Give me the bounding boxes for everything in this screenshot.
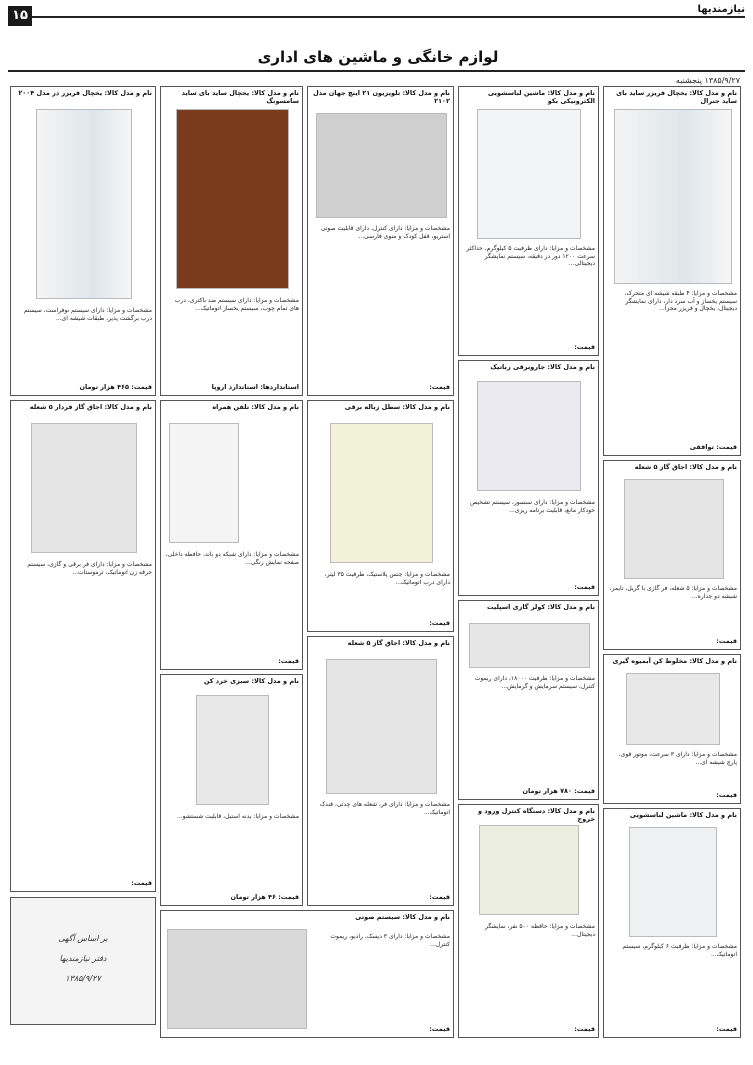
product-price: قیمت: توافقی <box>689 443 737 451</box>
product-caption: نام و مدل کالا: یخچال فریزر ساید بای ساید جنرال <box>616 89 737 105</box>
title-row <box>8 20 745 72</box>
product-image <box>316 113 447 218</box>
product-caption: نام و مدل کالا: کولر گازی اسپلیت <box>486 603 595 611</box>
product-image <box>196 695 269 805</box>
product-description: مشخصات و مزایا: دارای ظرفیت ۵ کیلوگرم، حداکثر سرعت ۱۲۰۰ دور در دقیقه، سیستم نمایشگر دیجیتالی... <box>466 245 595 267</box>
product-image <box>614 109 732 284</box>
product-price: قیمت: ۷۸۰ هزار تومان <box>522 787 595 795</box>
product-image <box>626 673 720 745</box>
product-description: مشخصات و مزایا: بدنه استیل، قابلیت شستشو... <box>176 813 299 820</box>
product-caption: نام و مدل کالا: جاروبرقی رباتیک <box>490 363 595 371</box>
product-caption: نام و مدل کالا: اجاق گاز فردار ۵ شعله <box>29 403 152 411</box>
product-description: مشخصات و مزایا: دارای ۳ دیسک، رادیو، ریموت کنترل... <box>330 933 450 948</box>
product-caption: نام و مدل کالا: یخچال فریزر در مدل ۲۰۰۴ <box>18 89 152 97</box>
product-description: مشخصات و مزایا: دارای فر، شعله های چدنی، فندک اتوماتیک... <box>319 801 450 816</box>
product-description: مشخصات و مزایا: ظرفیت ۶ کیلوگرم، سیستم اتوماتیک... <box>622 943 737 958</box>
product-price: قیمت: <box>716 1025 737 1033</box>
product-image <box>624 479 724 579</box>
product-card <box>458 600 599 800</box>
product-image <box>469 623 590 668</box>
product-image <box>629 827 717 937</box>
product-card <box>603 654 741 804</box>
page-number: ۱۵ <box>8 6 32 26</box>
product-description: مشخصات و مزایا: ظرفیت ۱۸۰۰۰، دارای ریموت کنترل، سیستم سرمایش و گرمایش... <box>474 675 595 690</box>
product-caption: نام و مدل کالا: تلفن همراه <box>212 403 299 411</box>
product-caption: نام و مدل کالا: سطل زباله برقی <box>344 403 450 411</box>
product-description: مشخصات و مزایا: دارای شبکه دو باند، حافظه داخلی، صفحه نمایش رنگی... <box>165 551 299 566</box>
product-card <box>603 86 741 456</box>
product-price: قیمت: <box>574 583 595 591</box>
product-image <box>326 659 437 794</box>
product-caption: نام و مدل کالا: اجاق گاز ۵ شعله <box>634 463 737 471</box>
product-card <box>160 910 454 1038</box>
product-card <box>307 86 454 396</box>
product-image <box>477 381 581 491</box>
product-image <box>36 109 132 299</box>
product-card <box>160 86 303 396</box>
page-title: لوازم خانگی و ماشین های اداری <box>257 48 499 66</box>
top-bar <box>8 6 745 18</box>
product-card <box>10 86 156 396</box>
product-price: قیمت: <box>429 383 450 391</box>
product-card <box>458 360 599 596</box>
product-price: قیمت: <box>429 893 450 901</box>
product-caption: نام و مدل کالا: ماشین لباسشویی <box>629 811 737 819</box>
product-card <box>603 460 741 650</box>
product-description: مشخصات و مزایا: ۴ طبقه شیشه ای متحرک، سیستم یخساز و آب سرد دار، دارای نمایشگر دیجیتال، یخچال و فریزر مجزا... <box>624 290 737 312</box>
product-card <box>10 400 156 892</box>
product-price: قیمت: <box>716 791 737 799</box>
product-price: قیمت: <box>278 657 299 665</box>
product-description: مشخصات و مزایا: دارای فر برقی و گازی، سیستم جرقه زن اتوماتیک، ترموستات... <box>27 561 152 576</box>
product-price: قیمت: <box>574 343 595 351</box>
product-price: قیمت: ۴۶۵ هزار تومان <box>79 383 152 391</box>
product-image <box>169 423 239 543</box>
product-card <box>307 636 454 906</box>
product-description: مشخصات و مزایا: جنس پلاستیک، ظرفیت ۳۵ لیتر، دارای درب اتوماتیک... <box>324 571 450 586</box>
product-card <box>160 400 303 670</box>
product-caption: نام و مدل کالا: دستگاه کنترل ورود و خروج <box>477 807 595 823</box>
product-caption: نام و مدل کالا: یخچال ساید بای ساید سامسونگ <box>181 89 299 105</box>
product-image <box>479 825 579 915</box>
stamp-line: بر اساس آگهی <box>58 934 108 943</box>
product-caption: نام و مدل کالا: سبزی خرد کن <box>203 677 299 685</box>
product-price: قیمت: <box>429 619 450 627</box>
product-image <box>176 109 289 289</box>
product-price: استانداردها: استاندارد اروپا <box>211 383 299 391</box>
product-price: قیمت: <box>574 1025 595 1033</box>
product-description: مشخصات و مزایا: ۵ شعله، فر گازی با گریل، تایمر، شیشه دو جداره... <box>609 585 737 600</box>
stamp-line: ۱۳۸۵/۹/۲۷ <box>65 974 101 983</box>
product-image <box>477 109 581 239</box>
product-description: مشخصات و مزایا: دارای سیستم ضد باکتری، درب های تمام چوب، سیستم یخساز اتوماتیک... <box>174 297 299 312</box>
brand-name: نیازمندیها <box>697 4 745 15</box>
product-image <box>31 423 137 553</box>
product-price: قیمت: <box>716 637 737 645</box>
product-card <box>458 804 599 1038</box>
issue-line: ۱۳۸۵/۹/۲۷ پنجشنبه <box>675 76 740 85</box>
product-description: مشخصات و مزایا: حافظه ۵۰۰ نفر، نمایشگر دیجیتال... <box>485 923 595 938</box>
product-card <box>458 86 599 356</box>
product-caption: نام و مدل کالا: مخلوط کن آبمیوه گیری <box>612 657 737 665</box>
product-card <box>307 400 454 632</box>
product-image <box>167 929 307 1029</box>
stamp-line: دفتر نیازمندیها <box>59 954 107 963</box>
stamp-box <box>10 897 156 1025</box>
product-description: مشخصات و مزایا: دارای ۳ سرعت، موتور قوی، پارچ شیشه ای... <box>618 751 737 766</box>
product-description: مشخصات و مزایا: دارای کنترل، دارای قابلیت صوتی استریو، قفل کودک و منوی فارسی... <box>320 225 450 240</box>
product-description: مشخصات و مزایا: دارای سیستم نوفراست، سیستم درب برگشت پذیر، طبقات شیشه ای... <box>23 307 152 322</box>
product-caption: نام و مدل کالا: ماشین لباسشویی الکترونیکی بکو <box>487 89 595 105</box>
product-caption: نام و مدل کالا: سیستم صوتی <box>355 913 450 921</box>
product-price: قیمت: <box>131 879 152 887</box>
product-image <box>330 423 433 563</box>
product-card <box>160 674 303 906</box>
product-card <box>603 808 741 1038</box>
product-price: قیمت: ۴۶ هزار تومان <box>230 893 299 901</box>
product-description: مشخصات و مزایا: دارای سنسور، سیستم تشخیص خودکار مانع، قابلیت برنامه ریزی... <box>470 499 595 514</box>
product-caption: نام و مدل کالا: تلویزیون ۲۱ اینچ جهان مدل ۲۱۰۲ <box>313 89 450 105</box>
product-caption: نام و مدل کالا: اجاق گاز ۵ شعله <box>347 639 450 647</box>
product-price: قیمت: <box>429 1025 450 1033</box>
